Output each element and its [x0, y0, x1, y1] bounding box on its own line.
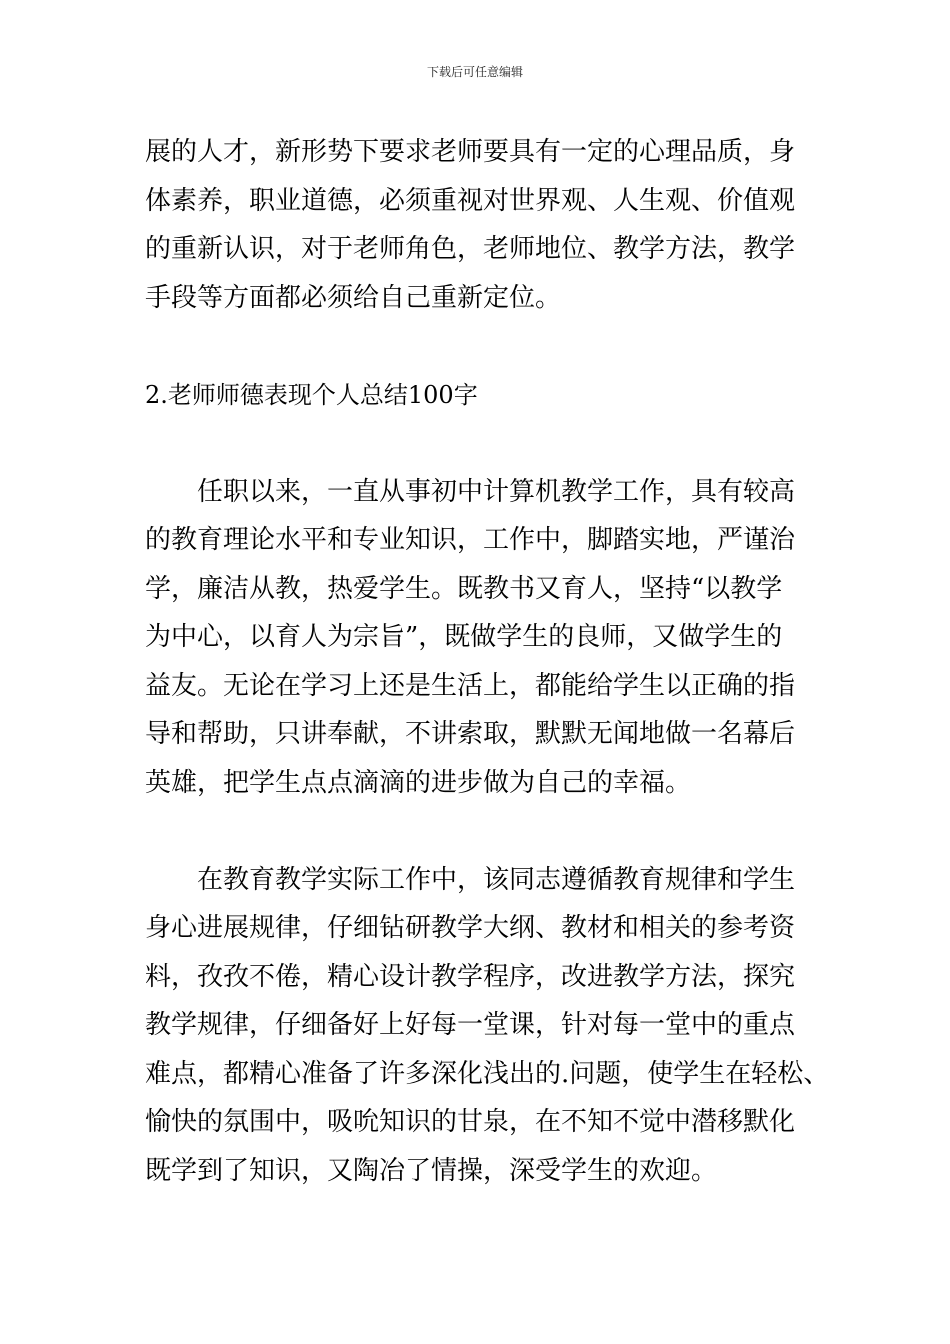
- text-line: 展的人才，新形势下要求老师要具有一定的心理品质，身: [145, 137, 796, 167]
- text-line: 的教育理论水平和专业知识，工作中，脚踏实地，严谨治: [145, 525, 796, 555]
- text-line: 教学规律，仔细备好上好每一堂课，针对每一堂中的重点: [145, 1010, 796, 1040]
- text-line: 任职以来，一直从事初中计算机教学工作，具有较高: [197, 476, 796, 507]
- text-line: 手段等方面都必须给自己重新定位。: [145, 282, 562, 313]
- text-line: 愉快的氛围中，吸吮知识的甘泉，在不知不觉中潜移默化: [145, 1107, 796, 1137]
- document-body: [145, 128, 830, 1195]
- text-line: 料，孜孜不倦，精心设计教学程序，改进教学方法，探究: [145, 961, 796, 992]
- text-line: 益友。无论在学习上还是生活上，都能给学生以正确的指: [145, 670, 796, 701]
- paragraph-gap: [145, 419, 815, 468]
- paragraph-teaching: [145, 856, 830, 1196]
- text-line: 体素养，职业道德，必须重视对世界观、人生观、价值观: [145, 185, 796, 216]
- section-heading: 2.老师师德表现个人总结100字: [145, 380, 478, 409]
- text-line: 在教育教学实际工作中，该同志遵循教育规律和学生: [197, 864, 796, 895]
- text-line: 学，廉洁从教，热爱学生。既教书又育人，坚持“以教学: [145, 573, 783, 604]
- text-line: 为中心，以育人为宗旨”，既做学生的良师，又做学生的: [145, 622, 783, 652]
- paragraph-continued: [145, 128, 815, 322]
- page-header: 下载后可任意编辑: [426, 65, 523, 79]
- paragraph-summary: [145, 468, 815, 808]
- text-line: 英雄，把学生点点滴滴的进步做为自己的幸福。: [145, 767, 692, 798]
- text-line: 既学到了知识，又陶冶了情操，深受学生的欢迎。: [145, 1155, 718, 1186]
- text-line: 身心进展规律，仔细钻研教学大纲、教材和相关的参考资: [145, 913, 796, 943]
- text-line: 难点，都精心准备了许多深化浅出的.问题，使学生在轻松、: [145, 1058, 830, 1089]
- paragraph-gap: [145, 322, 815, 371]
- text-line: 的重新认识，对于老师角色，老师地位、教学方法，教学: [145, 234, 796, 264]
- text-line: 导和帮助，只讲奉献，不讲索取，默默无闻地做一名幕后: [145, 719, 796, 749]
- paragraph-gap: [145, 807, 815, 856]
